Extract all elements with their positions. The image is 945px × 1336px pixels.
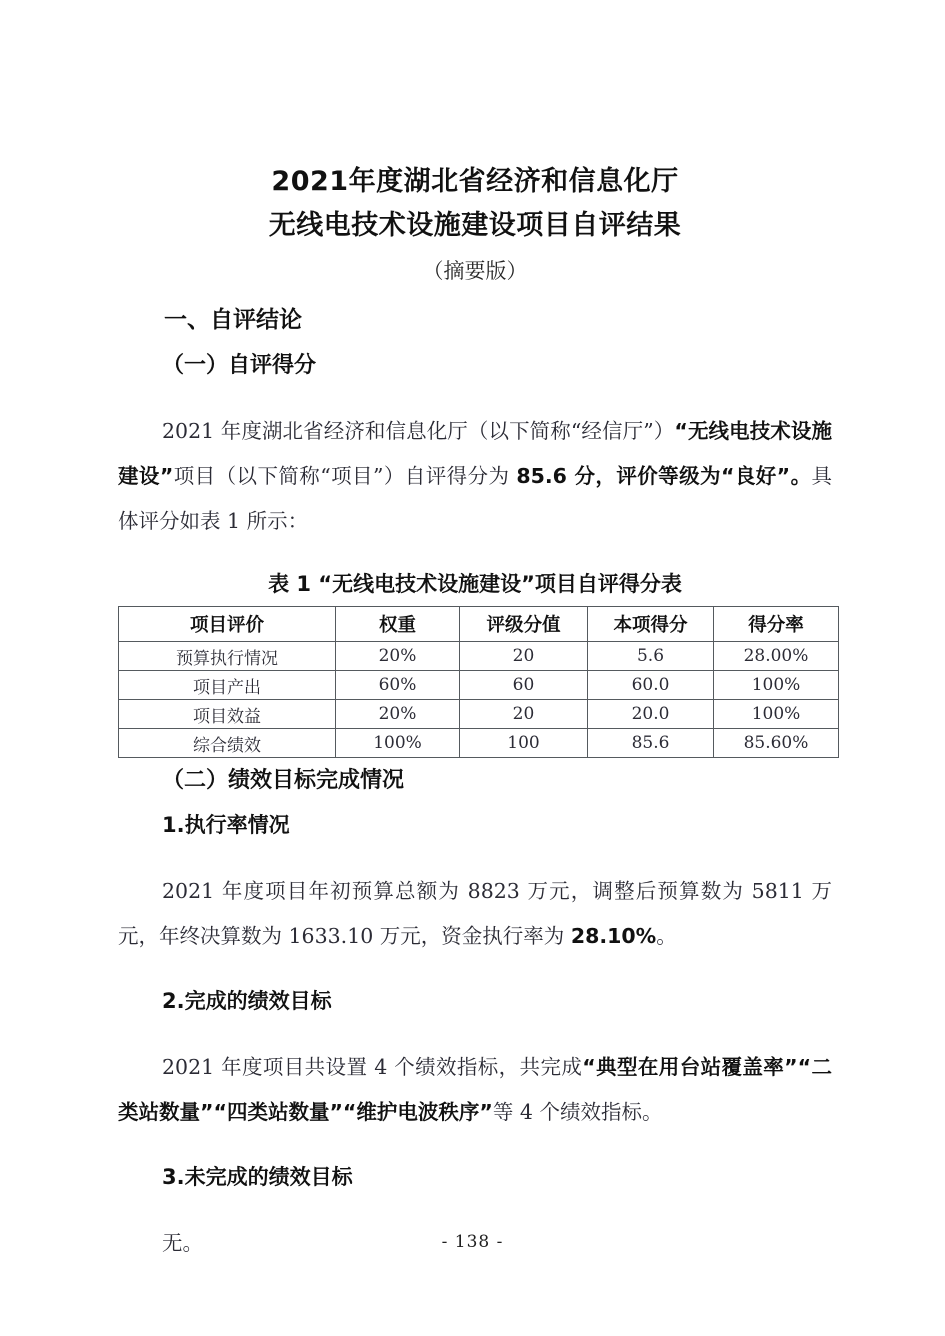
table-cell: 20.0 [588,700,714,729]
table-cell: 20% [336,700,460,729]
emphasized-text: “无线电技术设施建设” [118,418,832,488]
emphasized-text: 85.6 分，评价等级为“良好”。 [516,463,812,488]
emphasized-text: 28.10% [570,923,657,948]
table-cell: 100 [460,729,588,758]
table-header-cell: 评级分值 [460,607,588,642]
table-row [119,642,839,671]
table-cell: 100% [714,700,839,729]
document-title-line-2: 无线电技术设施建设项目自评结果 [268,210,682,241]
table-header-cell: 本项得分 [588,607,714,642]
page-number: - 138 - [441,1232,504,1252]
item-heading-completed-goals: 2.完成的绩效目标 [162,989,332,1013]
document-title [118,160,832,248]
table-cell: 100% [336,729,460,758]
table-header-cell: 得分率 [714,607,839,642]
table-cell: 60 [460,671,588,700]
table-cell: 85.6 [588,729,714,758]
table-row [119,729,839,758]
table-header-cell: 项目评价 [119,607,336,642]
subsection-heading-self-score: （一）自评得分 [162,353,317,378]
self-score-table [118,606,839,758]
table-cell: 20% [336,642,460,671]
item-heading-execution-rate: 1.执行率情况 [162,813,290,837]
table-cell: 综合绩效 [119,729,336,758]
section-heading-conclusion: 一、自评结论 [164,307,302,333]
paragraph-completed-goals-text: 2021 年度项目共设置 4 个绩效指标，共完成“典型在用台站覆盖率”“二类站数量”“四类站数量”“维护电波秩序”等 4 个绩效指标。 [118,1054,833,1124]
document-subtitle: （摘要版） [422,259,528,283]
paragraph-execution-rate-text: 2021 年度项目年初预算总额为 8823 万元，调整后预算数为 5811 万元，年终决算数为 1633.10 万元，资金执行率为 28.10%。 [118,878,832,948]
paragraph-uncompleted-goals-text: 无。 [162,1230,203,1255]
table-cell: 60% [336,671,460,700]
top-margin-spacer [118,0,832,160]
table-cell: 85.60% [714,729,839,758]
table-cell: 60.0 [588,671,714,700]
paragraph-self-score [118,409,832,544]
table-row [119,700,839,729]
item-heading-uncompleted-goals: 3.未完成的绩效目标 [162,1165,353,1189]
table-caption: 表 1 “无线电技术设施建设”项目自评得分表 [268,572,682,596]
table-cell: 项目效益 [119,700,336,729]
table-cell: 100% [714,671,839,700]
table-cell: 20 [460,700,588,729]
paragraph-self-score-text: 2021 年度湖北省经济和信息化厅（以下简称“经信厅”）“无线电技术设施建设”项目（以下简称“项目”）自评得分为 85.6 分，评价等级为“良好”。具体评分如表 1 所示： [118,418,832,533]
table-row [119,671,839,700]
paragraph-execution-rate [118,869,832,959]
table-header-row [119,607,839,642]
page-content [118,0,832,1286]
paragraph-completed-goals [118,1045,832,1135]
table-cell: 预算执行情况 [119,642,336,671]
table-cell: 20 [460,642,588,671]
subsection-heading-goal-completion: （二）绩效目标完成情况 [162,768,405,793]
table-cell: 28.00% [714,642,839,671]
emphasized-text: “典型在用台站覆盖率”“二类站数量”“四类站数量”“维护电波秩序” [118,1054,833,1124]
table-cell: 5.6 [588,642,714,671]
document-title-line-1: 2021年度湖北省经济和信息化厅 [271,166,679,197]
table-cell: 项目产出 [119,671,336,700]
table-header-cell: 权重 [336,607,460,642]
